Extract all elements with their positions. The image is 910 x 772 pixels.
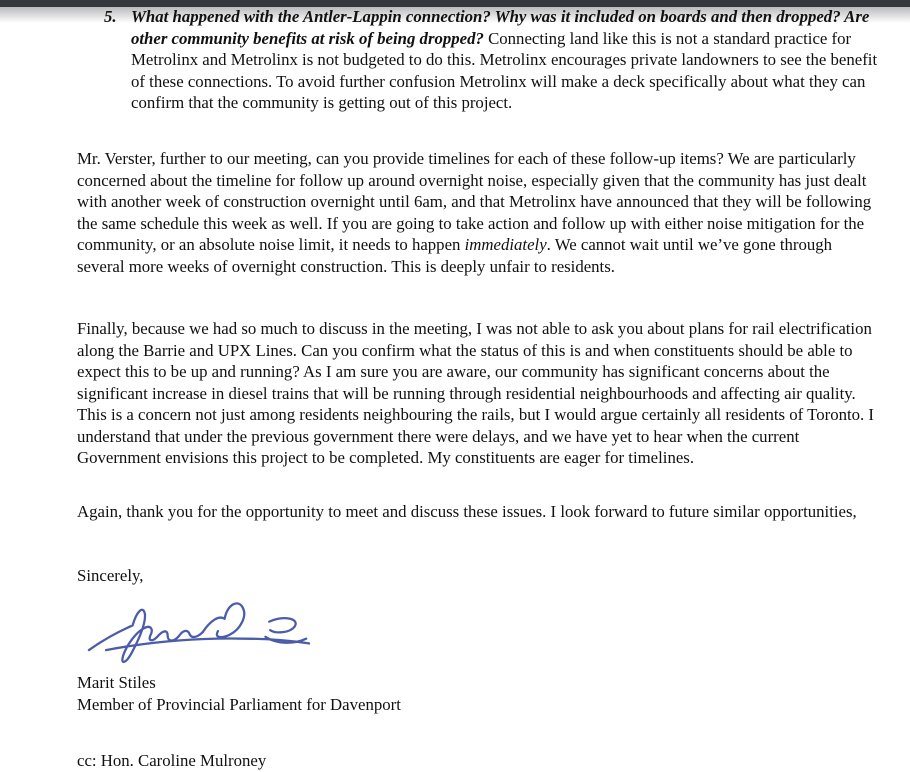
paragraph-verster bbox=[77, 148, 881, 277]
signer-name: Marit Stiles bbox=[77, 673, 156, 692]
list-item-body bbox=[131, 6, 881, 114]
signer-title: Member of Provincial Parliament for Davenport bbox=[77, 694, 401, 714]
signature-block bbox=[77, 672, 577, 715]
item5-question: What happened with the Antler-Lappin connection? Why was it included on boards and then dropped? Are other community benefits at risk of being dropped? bbox=[131, 7, 870, 48]
paragraph-verster-after: . We cannot wait until we’ve gone through several more weeks of overnight construction. This is deeply unfair to residents. bbox=[77, 235, 833, 276]
paragraph-electrification: Finally, because we had so much to discuss in the meeting, I was not able to ask you about plans for rail electrification along the Barrie and UPX Lines. Can you confirm what the status of this is and when constituents should be able to expect this to be up and running? As I am sure you are aware, our community has significant concerns about the significant increase in diesel trains that will be running through residential neighbourhoods and affecting air quality. This is a concern not just among residents neighbouring the rails, but I would argue certainly all residents of Toronto. I understand that under the previous government there were delays, and we have yet to hear when the current Government envisions this project to be completed. My constituents are eager for timelines. bbox=[77, 319, 875, 467]
closing-salutation: Sincerely, bbox=[77, 566, 144, 585]
paragraph-thanks: Again, thank you for the opportunity to meet and discuss these issues. I look forward to future similar opportunities, bbox=[77, 502, 857, 521]
signature bbox=[80, 596, 318, 670]
handwritten-signature-icon bbox=[80, 596, 318, 670]
list-item-number: 5. bbox=[104, 7, 117, 26]
paragraph-verster-emphasis: immediately bbox=[464, 235, 547, 254]
item5-answer: Connecting land like this is not a standard practice for Metrolinx and Metrolinx is not budgeted to do this. Metrolinx encourages private landowners to see the benefit of these connections. To avoid further confusion Metrolinx will make a deck specifically about what they can confirm that the community is getting out of this project. bbox=[131, 28, 878, 112]
paragraph-verster-text: Mr. Verster, further to our meeting, can you provide timelines for each of these follow-up items? We are particularly concerned about the timeline for follow up around overnight noise, especially given that the community has just dealt with another week of construction overnight until 6am, and that Metrolinx have announced that they will be following the same schedule this week as well. If you are going to take action and follow up with either noise mitigation for the community, or an absolute noise limit, it needs to happen bbox=[77, 149, 872, 254]
cc-line: cc: Hon. Caroline Mulroney bbox=[77, 751, 267, 770]
numbered-item-5 bbox=[104, 6, 882, 114]
